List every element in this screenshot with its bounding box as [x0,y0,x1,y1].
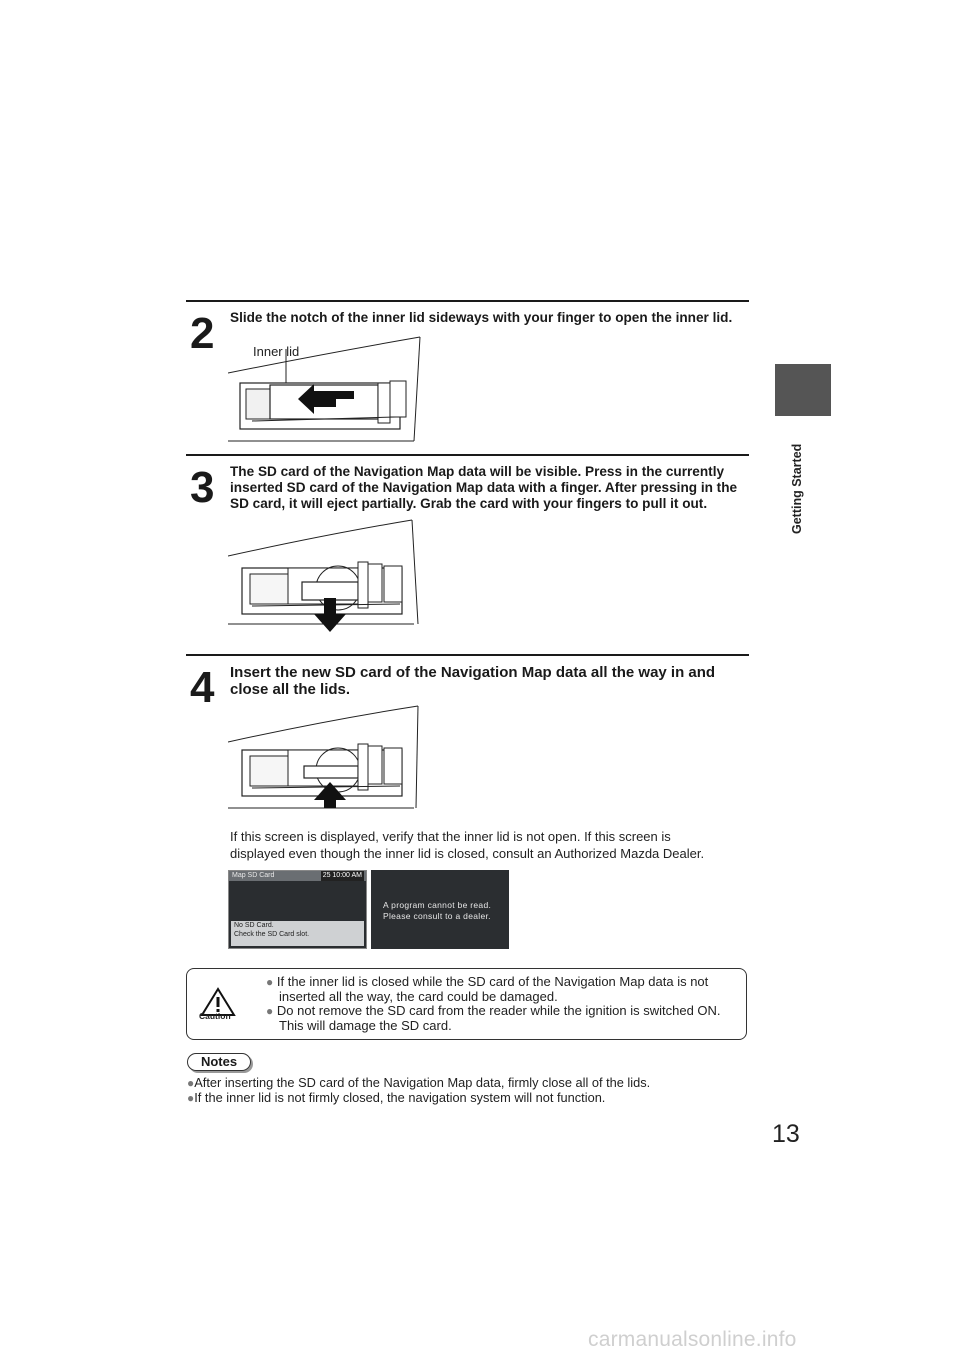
inner-lid-callout: Inner lid [253,344,300,359]
step-2-text: Slide the notch of the inner lid sideways with your finger to open the inner lid. [230,310,733,325]
bullet-icon: ● [187,1076,195,1090]
chapter-tab-text: Getting Started [790,443,804,534]
step-4-rule [186,654,749,656]
page-number: 13 [772,1120,800,1148]
program-error-screen [371,870,509,949]
step-4-number: 4 [190,663,215,712]
step-3-text [230,464,750,512]
bullet-icon: ● [187,1091,195,1105]
note-item-1 [187,1075,650,1091]
chapter-tab-block [775,364,831,416]
step-3-number: 3 [190,463,215,512]
caution-item-2 [266,1004,721,1033]
footer-watermark: carmanualsonline.info [588,1328,797,1351]
screen-message-line-2: Check the SD Card slot. [234,931,310,938]
notes-label: Notes [187,1053,251,1071]
bullet-icon: ● [266,975,274,989]
caution-item-1 [266,975,708,1004]
step-4-text [230,664,750,698]
error-line-2: Please consult to a dealer. [383,911,491,921]
screen-message-line-1: No SD Card. [234,922,274,929]
inner-lid-illustration [228,335,428,443]
note-item-1-text: After inserting the SD card of the Navigation Map data, firmly close all of the lids. [194,1075,651,1090]
step-3-line-2: inserted SD card of the Navigation Map data with a finger. After pressing in the [230,480,738,495]
caution-item-1-line-1: If the inner lid is closed while the SD card of the Navigation Map data is not [276,974,709,989]
no-sd-card-screen [228,870,367,949]
caution-item-2-line-2: This will damage the SD card. [279,1017,452,1033]
caution-item-2-line-1: Do not remove the SD card from the reader while the ignition is switched ON. [276,1003,721,1018]
step-3-rule [186,454,749,456]
note-item-2 [187,1090,605,1106]
caution-item-1-line-2: inserted all the way, the card could be damaged. [279,988,558,1004]
chapter-tab-label [790,424,812,534]
note-item-2-text: If the inner lid is not firmly closed, the navigation system will not function. [194,1090,606,1105]
insert-sd-card-illustration [228,704,428,812]
screen-title-bar [229,871,366,881]
screen-info-text [230,828,704,862]
step-4-line-1: Insert the new SD card of the Navigation Map data all the way in and [230,664,716,681]
step-3-line-3: SD card, it will eject partially. Grab the card with your fingers to pull it out. [230,496,708,511]
screen-info-line-2: displayed even though the inner lid is closed, consult an Authorized Mazda Dealer. [230,846,705,861]
error-line-1: A program cannot be read. [383,900,492,910]
eject-sd-card-illustration [228,518,428,636]
screen-info-line-1: If this screen is displayed, verify that the inner lid is not open. If this screen is [230,829,671,844]
step-2-number: 2 [190,309,215,358]
screen-message-panel [231,921,364,946]
step-4-line-2: close all the lids. [230,681,351,698]
step-2-rule [186,300,749,302]
step-3-line-1: The SD card of the Navigation Map data will be visible. Press in the currently [230,464,725,479]
bullet-icon: ● [266,1004,274,1018]
screen-clock: 25 10:00 AM [322,872,362,879]
screen-title: Map SD Card [232,872,275,879]
caution-label: Caution [199,1011,231,1021]
